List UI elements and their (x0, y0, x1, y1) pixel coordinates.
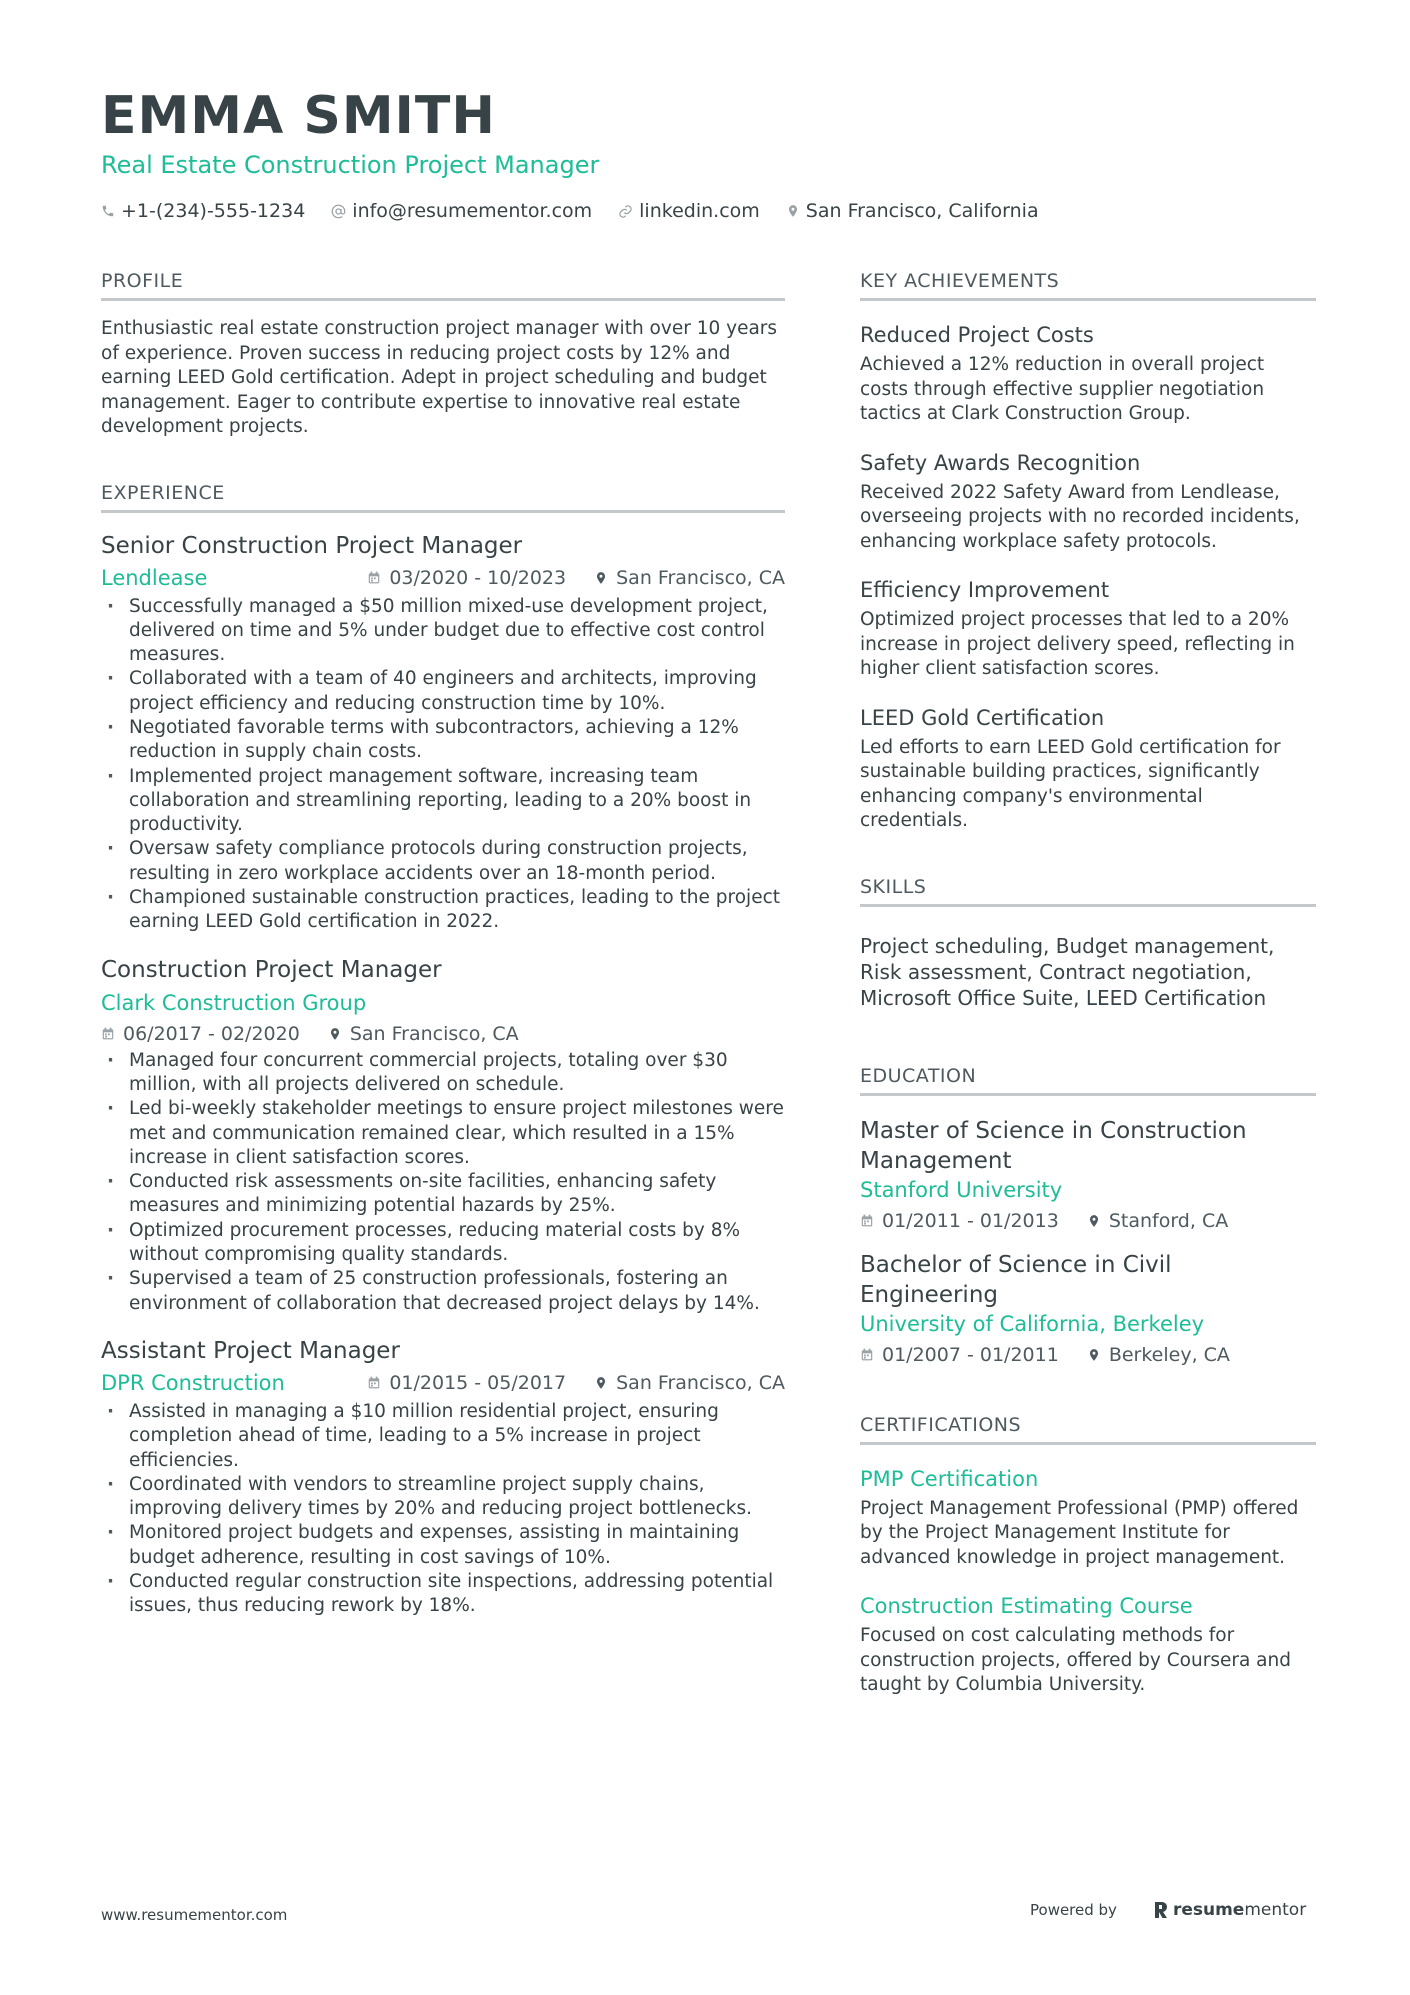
certification-title: PMP Certification (860, 1466, 1039, 1491)
education-school: Stanford University (860, 1177, 1063, 1202)
job-entry (101, 955, 785, 1316)
job-location-text: San Francisco, CA (349, 1022, 519, 1045)
education-location (1087, 1208, 1228, 1234)
achievement-title: Efficiency Improvement (860, 578, 1110, 602)
education-dates-text: 01/2007 - 01/2011 (882, 1343, 1059, 1366)
education-school: University of California, Berkeley (860, 1311, 1205, 1336)
job-entry (101, 1336, 785, 1619)
brand-logo[interactable] (1153, 1900, 1306, 1920)
candidate-title: Real Estate Construction Project Manager (101, 151, 600, 179)
email-text: info@resumementor.com (352, 200, 593, 222)
bullet-item: · Supervised a team of 25 construction professionals, fostering an environment of collaboration that decreased project delays by 14%. (101, 1267, 785, 1316)
map-pin-icon (328, 1026, 342, 1042)
phone-text: +1-(234)-555-1234 (121, 200, 306, 222)
certification-text: Focused on cost calculating methods for construction projects, offered by Coursera and taught by Columbia University. (860, 1625, 1291, 1695)
profile-text: Enthusiastic real estate construction project manager with over 10 years of experience. Proven success in reducing project costs by 12% and earning LEED Gold certification. Adept in project scheduling and budget management. Eager to contribute expertise to innovative real estate development projects. (101, 318, 778, 437)
job-title: Construction Project Manager (101, 956, 442, 983)
achievement-title: Safety Awards Recognition (860, 450, 1141, 475)
education-dates (860, 1208, 1059, 1234)
bullet-item: · Led bi-weekly stakeholder meetings to ensure project milestones were met and communication remained clear, which resulted in a 15% increase in client satisfaction scores. (101, 1097, 785, 1170)
certifications-heading: CERTIFICATIONS (860, 1412, 1316, 1445)
achievement-title: Reduced Project Costs (860, 323, 1094, 347)
bullet-item: · Championed sustainable construction practices, leading to the project earning LEED Gold certification in 2022. (101, 886, 785, 935)
education-meta (860, 1208, 1316, 1234)
education-degree: Master of Science in Construction Management (860, 1117, 1247, 1174)
calendar-icon (101, 1026, 115, 1041)
map-pin-icon (1087, 1213, 1101, 1229)
footer-website[interactable]: www.resumementor.com (101, 1906, 288, 1924)
right-column (860, 268, 1316, 1720)
job-title: Senior Construction Project Manager (101, 532, 523, 559)
achievement-item (860, 576, 1316, 682)
bullet-item: · Implemented project management software, increasing team collaboration and streamlining reporting, leading to a 20% boost in productivity. (101, 765, 785, 838)
achievement-text: Received 2022 Safety Award from Lendlease, overseeing projects with no recorded incidents, enhancing workplace safety protocols. (860, 481, 1300, 552)
link-icon (618, 204, 633, 219)
calendar-icon (367, 570, 381, 585)
resumementor-logo-icon (1153, 1900, 1169, 1920)
education-item (860, 1250, 1316, 1368)
map-pin-icon (594, 1375, 608, 1391)
job-dates (101, 1021, 300, 1047)
contact-location (786, 198, 1039, 224)
achievement-text: Achieved a 12% reduction in overall project costs through effective supplier negotiation tactics at Clark Construction Group. (860, 354, 1265, 424)
candidate-name: EMMA SMITH (101, 86, 496, 146)
education-meta (860, 1342, 1316, 1368)
education-location (1087, 1342, 1230, 1368)
job-location-text: San Francisco, CA (616, 1371, 785, 1394)
job-meta (101, 565, 785, 591)
contact-bar (101, 198, 1065, 224)
job-bullets (101, 1049, 785, 1316)
job-dates-text: 06/2017 - 02/2020 (123, 1022, 300, 1045)
calendar-icon (860, 1213, 874, 1228)
company-name: Clark Construction Group (101, 990, 367, 1015)
job-dates (367, 565, 566, 591)
bullet-item: · Successfully managed a $50 million mixed-use development project, delivered on time and 5% under budget due to effective cost control measures. (101, 595, 785, 668)
bullet-item: · Managed four concurrent commercial projects, totaling over $30 million, with all projects delivered on schedule. (101, 1049, 785, 1098)
left-column (101, 268, 785, 1639)
skills-heading: SKILLS (860, 874, 1316, 907)
bullet-item: · Coordinated with vendors to streamline project supply chains, improving delivery times by 20% and reducing project bottlenecks. (101, 1473, 785, 1522)
certification-text: Project Management Professional (PMP) offered by the Project Management Institute for advanced knowledge in project management. (860, 1497, 1299, 1568)
education-location-text: Stanford, CA (1108, 1209, 1229, 1232)
phone-icon (101, 204, 115, 218)
certification-item (860, 1592, 1316, 1698)
map-pin-icon (786, 203, 800, 219)
achievements-heading: KEY ACHIEVEMENTS (860, 268, 1316, 301)
education-dates-text: 01/2011 - 01/2013 (882, 1209, 1059, 1232)
education-item (860, 1116, 1316, 1234)
job-dates-text: 03/2020 - 10/2023 (389, 566, 567, 589)
job-location (594, 1370, 785, 1396)
calendar-icon (860, 1347, 874, 1362)
skills-text: Project scheduling, Budget management, Risk assessment, Contract negotiation, Microsoft Office Suite, LEED Certification (860, 933, 1275, 1010)
achievement-text: Optimized project processes that led to a 20% increase in project delivery speed, reflecting in higher client satisfaction scores. (860, 609, 1295, 679)
powered-by-label: Powered by (1030, 1901, 1117, 1919)
bullet-item: · Collaborated with a team of 40 engineers and architects, improving project efficiency and reducing construction time by 10%. (101, 667, 785, 716)
certification-item (860, 1465, 1316, 1571)
job-location (594, 565, 785, 591)
company-name: DPR Construction (101, 1370, 285, 1395)
brand-light: mentor (1244, 1900, 1307, 1920)
bullet-item: · Assisted in managing a $10 million residential project, ensuring completion ahead of time, leading to a 5% increase in project efficiencies. (101, 1400, 785, 1473)
contact-phone (101, 198, 305, 224)
education-degree: Bachelor of Science in Civil Engineering (860, 1251, 1172, 1308)
bullet-item: · Conducted risk assessments on-site facilities, enhancing safety measures and minimizing potential hazards by 25%. (101, 1170, 785, 1219)
job-entry (101, 531, 785, 935)
at-icon (331, 204, 346, 219)
achievement-text: Led efforts to earn LEED Gold certification for sustainable building practices, significantly enhancing company's environmental credentials. (860, 736, 1281, 831)
contact-email[interactable] (331, 198, 592, 224)
calendar-icon (367, 1375, 381, 1390)
job-meta (101, 1370, 785, 1396)
bullet-item: · Conducted regular construction site inspections, addressing potential issues, thus reducing rework by 18%. (101, 1570, 785, 1619)
map-pin-icon (594, 570, 608, 586)
linkedin-text: linkedin.com (639, 200, 760, 222)
job-meta (101, 1021, 785, 1047)
bullet-item: · Monitored project budgets and expenses, assisting in maintaining budget adherence, resulting in cost savings of 10%. (101, 1521, 785, 1570)
job-bullets (101, 595, 785, 935)
map-pin-icon (1087, 1347, 1101, 1363)
job-bullets (101, 1400, 785, 1619)
brand-bold: resume (1172, 1900, 1245, 1920)
bullet-item: · Negotiated favorable terms with subcontractors, achieving a 12% reduction in supply chain costs. (101, 716, 785, 765)
achievement-item (860, 704, 1316, 834)
bullet-item: · Optimized procurement processes, reducing material costs by 8% without compromising quality standards. (101, 1219, 785, 1268)
company-name: Lendlease (101, 565, 208, 590)
job-title: Assistant Project Manager (101, 1337, 400, 1364)
achievement-item (860, 321, 1316, 427)
job-dates-text: 01/2015 - 05/2017 (389, 1371, 567, 1394)
certification-title: Construction Estimating Course (860, 1594, 1193, 1618)
education-dates (860, 1342, 1059, 1368)
experience-heading: EXPERIENCE (101, 480, 785, 513)
education-location-text: Berkeley, CA (1108, 1343, 1230, 1366)
contact-linkedin[interactable] (618, 198, 760, 224)
profile-heading: PROFILE (101, 268, 785, 301)
job-location-text: San Francisco, CA (616, 566, 785, 589)
location-text: San Francisco, California (805, 200, 1039, 222)
footer-branding (1030, 1900, 1306, 1920)
education-heading: EDUCATION (860, 1063, 1316, 1096)
achievement-item (860, 449, 1316, 555)
job-location (328, 1021, 519, 1047)
achievement-title: LEED Gold Certification (860, 705, 1105, 730)
job-dates (367, 1370, 566, 1396)
bullet-item: · Oversaw safety compliance protocols during construction projects, resulting in zero workplace accidents over an 18-month period. (101, 837, 785, 886)
